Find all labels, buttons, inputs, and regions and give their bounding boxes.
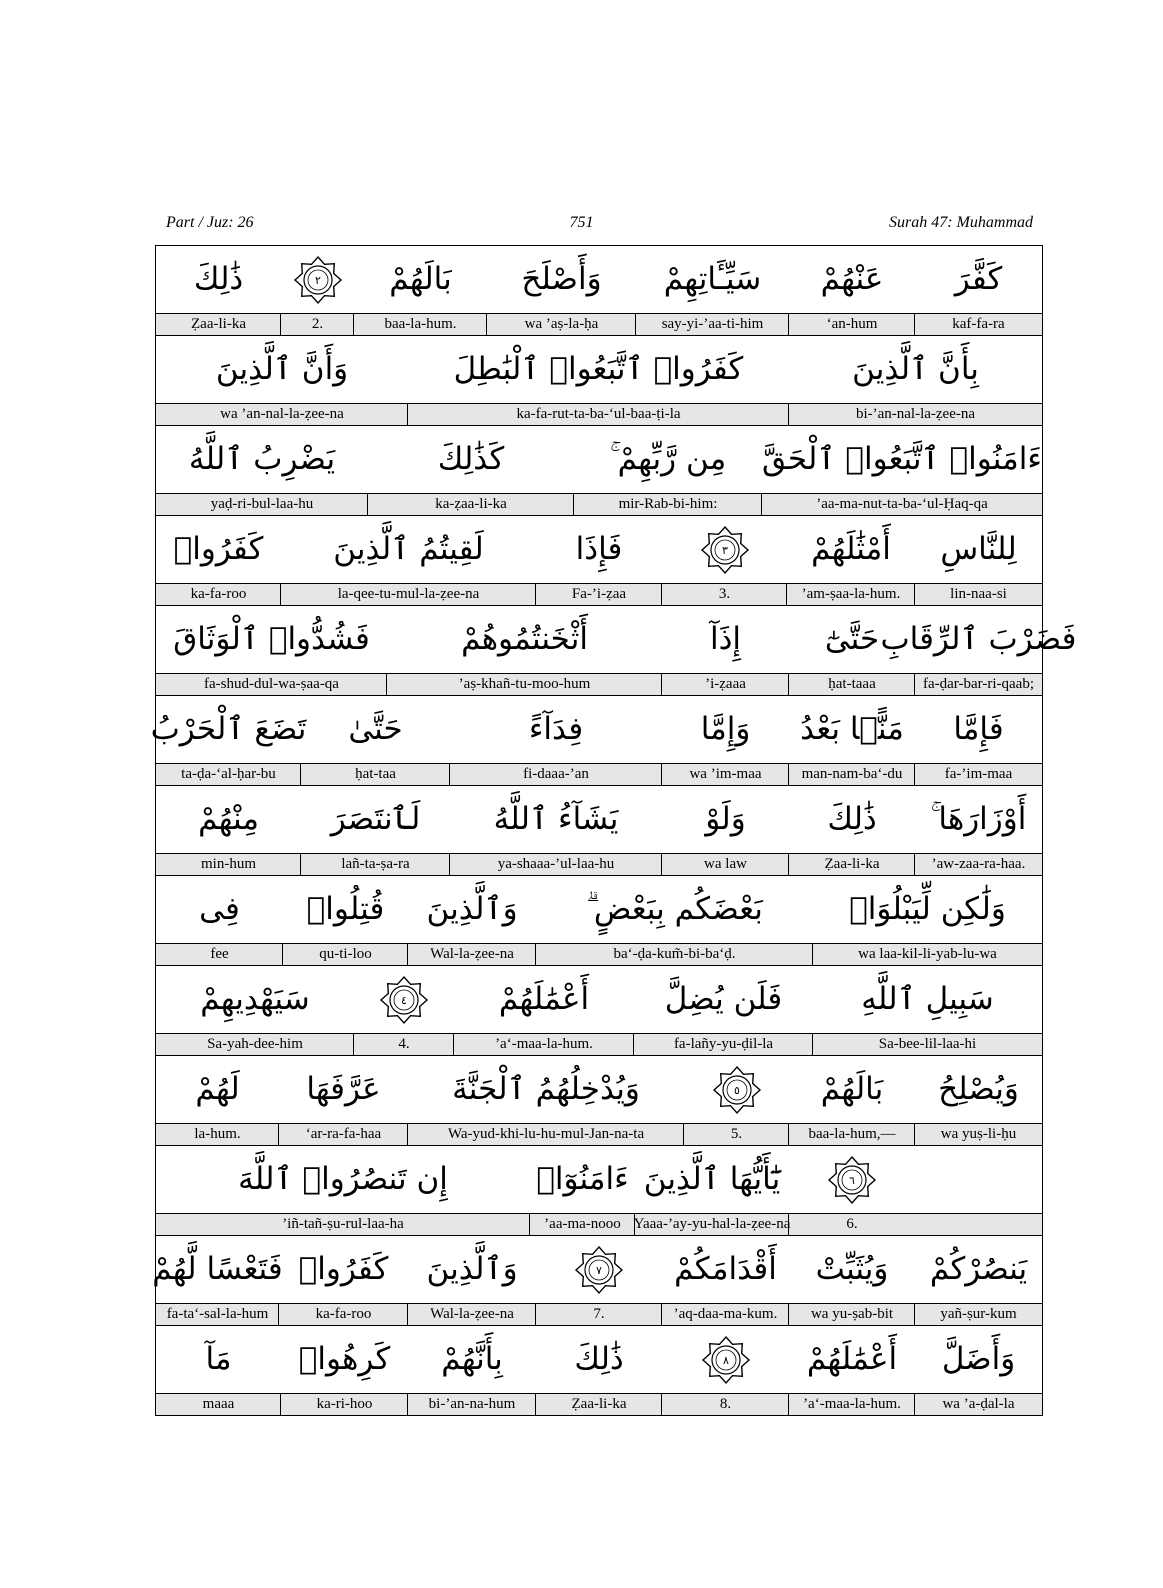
transliteration: wa ’aṣ-la-ḥa (524, 316, 599, 332)
cell-divider (535, 1394, 536, 1415)
cell-divider (278, 1304, 279, 1325)
cell-divider (788, 1394, 789, 1415)
header-part: Part / Juz: 26 (166, 214, 254, 231)
cell-divider (788, 764, 789, 785)
transliteration: ’aṣ-khañ-tu-moo-hum (458, 676, 591, 692)
ayah-end-marker (684, 1056, 789, 1123)
transliteration: wa ’im-maa (689, 766, 762, 782)
transliteration: ’a‘-maa-la-hum. (495, 1036, 593, 1052)
transliteration: fa-ḍar-bar-ri-qaab; (923, 676, 1034, 692)
transliteration: maaa (202, 1396, 235, 1412)
arabic-word: فِى (199, 891, 240, 927)
arabic-word: أَعْمَٰلَهُمْ (806, 1341, 898, 1377)
transliteration: ḥat-taa (355, 766, 396, 782)
arabic-word: حَتَّىٰٓ (824, 621, 880, 657)
transliteration: ka-fa-rut-ta-ba-‘ul-baa-ṭi-la (516, 406, 681, 422)
arabic-word: وَٱلَّذِينَ (426, 1251, 518, 1287)
transliteration: qu-ti-loo (319, 946, 372, 962)
transliteration-row (156, 314, 1042, 336)
cell-divider (353, 1034, 354, 1055)
transliteration: ’aa-ma-nooo (544, 1216, 621, 1232)
cell-divider (661, 674, 662, 695)
cell-divider (386, 674, 387, 695)
arabic-word: يَنصُرْكُمْ (929, 1251, 1028, 1287)
cell-divider (573, 494, 574, 515)
transliteration: baa-la-hum,— (808, 1126, 896, 1142)
cell-divider (278, 1124, 279, 1145)
cell-divider (407, 944, 408, 965)
transliteration: fa-’im-maa (944, 766, 1013, 782)
transliteration: mir-Rab-bi-him: (618, 496, 718, 512)
ayah-number: ٤ (401, 993, 407, 1007)
arabic-word: أَعْمَٰلَهُمْ (498, 981, 590, 1017)
transliteration: lañ-ta-ṣa-ra (341, 856, 410, 872)
arabic-word: مِن رَّبِّهِمْ ۚ (609, 441, 727, 477)
arabic-word: مَآ (205, 1341, 232, 1377)
ayah-number-label: 7. (593, 1306, 605, 1322)
cell-divider (914, 764, 915, 785)
cell-divider (788, 404, 789, 425)
cell-divider (914, 854, 915, 875)
transliteration: la-qee-tu-mul-la-ẓee-na (337, 586, 480, 602)
cell-divider (529, 1214, 530, 1235)
arabic-word: بَالَهُمْ (820, 1071, 884, 1107)
cell-divider (535, 944, 536, 965)
transliteration: la-hum. (194, 1126, 241, 1142)
transliteration: ’iñ-tañ-ṣu-rul-laa-ha (282, 1216, 404, 1232)
cell-divider (449, 764, 450, 785)
transliteration: ’a‘-maa-la-hum. (803, 1396, 901, 1412)
cell-divider (282, 944, 283, 965)
transliteration: ba‘-ḍa-kum̃-bi-ba‘ḍ. (613, 946, 736, 962)
transliteration: Ẓaa-li-ka (824, 856, 880, 872)
transliteration: yañ-ṣur-kum (940, 1306, 1017, 1322)
transliteration: ’am-ṣaa-la-hum. (801, 586, 901, 602)
transliteration: yaḍ-ri-bul-laa-hu (210, 496, 314, 512)
cell-divider (280, 314, 281, 335)
transliteration: ta-ḍa-‘al-ḥar-bu (181, 766, 276, 782)
cell-divider (788, 1214, 789, 1235)
cell-divider (788, 1304, 789, 1325)
transliteration: Fa-’i-ẓaa (571, 586, 627, 602)
transliteration: fa-shud-dul-wa-ṣaa-qa (204, 676, 339, 692)
transliteration: say-yi-’aa-ti-him (661, 316, 764, 332)
cell-divider (683, 1124, 684, 1145)
transliteration-row (156, 764, 1042, 786)
ayah-number-label: 3. (718, 586, 731, 602)
arabic-word: وَلَٰكِن لِّيَبْلُوَا۟ (849, 891, 1006, 927)
ayah-number-label: 6. (846, 1216, 858, 1232)
transliteration: wa ’a-ḍal-la (942, 1396, 1015, 1412)
ayah-number: ٥ (733, 1083, 740, 1097)
transliteration: fee (210, 946, 229, 962)
cell-divider (535, 1304, 536, 1325)
ayah-end-marker (536, 1236, 662, 1303)
ayah-number-label: 5. (730, 1126, 743, 1142)
transliteration-row (156, 1394, 1042, 1416)
arabic-word: بَعْضَكُم بِبَعْضٍ ۗ (586, 891, 763, 927)
arabic-word: سَيِّـَٔاتِهِمْ (663, 261, 762, 297)
word-by-word-table (150, 245, 1077, 1416)
transliteration: fa-lañy-yu-ḍil-la (673, 1036, 774, 1052)
arabic-word: أَمْثَٰلَهُمْ (811, 531, 891, 567)
transliteration: Wal-la-ẓee-na (430, 946, 514, 962)
cell-divider (812, 1034, 813, 1055)
transliteration: ka-ri-hoo (316, 1396, 373, 1412)
arabic-word: ءَامَنُوا۟ ٱتَّبَعُوا۟ ٱلْحَقَّ (762, 441, 1042, 477)
transliteration: baa-la-hum. (384, 316, 457, 332)
arabic-word: فَإِمَّا (953, 711, 1004, 747)
transliteration: Ẓaa-li-ka (571, 1396, 627, 1412)
ayah-number: ٧ (596, 1263, 602, 1277)
arabic-word: فِدَآءً (528, 711, 584, 747)
arabic-word: بِأَنَّ ٱلَّذِينَ (852, 351, 979, 387)
arabic-word: مَنًّۢا بَعْدُ (800, 711, 904, 747)
transliteration: ’aw-zaa-ra-haa. (931, 856, 1026, 872)
cell-divider (788, 1124, 789, 1145)
transliteration: bi-’an-nal-la-ẓee-na (855, 406, 976, 422)
arabic-word: عَنْهُمْ (820, 261, 884, 297)
cell-divider (914, 314, 915, 335)
arabic-row (156, 336, 1042, 404)
transliteration: wa yuṣ-li-ḥu (940, 1126, 1017, 1142)
arabic-word: ذَٰلِكَ (574, 1341, 624, 1377)
arabic-row (156, 426, 1042, 494)
transliteration: ka-ẓaa-li-ka (435, 496, 507, 512)
cell-divider (914, 1304, 915, 1325)
transliteration-row (156, 674, 1042, 696)
arabic-row (156, 1146, 1042, 1214)
arabic-row (156, 786, 1042, 854)
transliteration: ya-shaaa-’ul-laa-hu (497, 856, 615, 872)
cell-divider (914, 1124, 915, 1145)
arabic-word: ءَامَنُوٓا۟ (536, 1161, 629, 1197)
arabic-word: فَتَعْسًا لَّهُمْ (152, 1251, 283, 1287)
transliteration-row (156, 1304, 1042, 1326)
arabic-word: سَيَهْدِيهِمْ (200, 981, 310, 1017)
arabic-word: كَذَٰلِكَ (437, 441, 505, 477)
transliteration-row (156, 1124, 1042, 1146)
cell-divider (914, 674, 915, 695)
transliteration-row (156, 1214, 1042, 1236)
arabic-word: لَهُمْ (195, 1071, 240, 1107)
transliteration: kaf-fa-ra (952, 316, 1005, 332)
transliteration: ka-fa-roo (190, 586, 247, 602)
transliteration-row (156, 854, 1042, 876)
cell-divider (661, 1304, 662, 1325)
arabic-row (156, 1326, 1042, 1394)
arabic-word: وَأَصْلَحَ (521, 261, 602, 297)
arabic-word: وَيُصْلِحُ (938, 1071, 1019, 1107)
transliteration-row (156, 494, 1042, 516)
arabic-word: إِذَآ (709, 621, 742, 657)
transliteration: Wa-yud-khi-lu-hu-mul-Jan-na-ta (447, 1126, 645, 1142)
transliteration: Ẓaa-li-ka (191, 316, 246, 332)
arabic-word: كَفَرُوا۟ (173, 531, 264, 567)
cell-divider (407, 1394, 408, 1415)
arabic-word: سَبِيلِ ٱللَّهِ (861, 981, 994, 1017)
arabic-word: فَإِذَا (575, 531, 623, 567)
arabic-word: ذَٰلِكَ (193, 261, 244, 297)
cell-divider (280, 1394, 281, 1415)
cell-divider (407, 1124, 408, 1145)
transliteration: lin-naa-si (950, 586, 1007, 602)
arabic-word: قُتِلُوا۟ (306, 891, 385, 927)
transliteration: Yaaa-’ay-yu-hal-la-ẓee-na (633, 1216, 791, 1232)
ayah-number: ٨ (722, 1353, 729, 1367)
arabic-word: وَإِمَّا (700, 711, 751, 747)
arabic-word: أَوْزَارَهَا ۚ (930, 801, 1027, 837)
transliteration: wa ’an-nal-la-ẓee-na (220, 406, 344, 422)
cell-divider (661, 854, 662, 875)
cell-divider (788, 674, 789, 695)
transliteration: ’aa-ma-nut-ta-ba-‘ul-Ḥaq-qa (816, 496, 988, 512)
ayah-number-label: 2. (311, 316, 324, 332)
cell-divider (449, 854, 450, 875)
transliteration: fa-ta‘-sal-la-hum (166, 1306, 269, 1322)
transliteration: fi-daaa-’an (523, 766, 589, 782)
ayah-number: ٣ (721, 543, 728, 557)
arabic-word: كَفَرُوا۟ ٱتَّبَعُوا۟ ٱلْبَٰطِلَ (453, 351, 744, 387)
arabic-word: لَقِيتُمُ ٱلَّذِينَ (333, 531, 484, 567)
arabic-row (156, 246, 1042, 314)
arabic-word: أَقْدَامَكُمْ (674, 1251, 777, 1287)
arabic-row (156, 606, 1077, 674)
arabic-word: كَفَّرَ (954, 261, 1003, 297)
ayah-end-marker (789, 1146, 915, 1213)
cell-divider (788, 854, 789, 875)
arabic-word: لِلنَّاسِ (940, 531, 1017, 567)
arabic-word: كَرِهُوا۟ (298, 1341, 391, 1377)
arabic-word: عَرَّفَهَا (306, 1071, 381, 1107)
transliteration: ḥat-taaa (828, 676, 876, 692)
transliteration: ’aq-daa-ma-kum. (673, 1306, 778, 1322)
arabic-word: أَثْخَنتُمُوهُمْ (461, 621, 588, 657)
cell-divider (535, 584, 536, 605)
arabic-word: إِن تَنصُرُوا۟ ٱللَّهَ (238, 1161, 448, 1197)
arabic-word: يَشَآءُ ٱللَّهُ (493, 801, 619, 837)
transliteration: bi-’an-na-hum (428, 1396, 516, 1412)
ayah-number: ٦ (849, 1173, 855, 1187)
cell-divider (353, 314, 354, 335)
arabic-word: فَلَن يُضِلَّ (664, 981, 783, 1017)
cell-divider (407, 1304, 408, 1325)
arabic-word: مِنْهُمْ (198, 801, 259, 837)
cell-divider (661, 1394, 662, 1415)
transliteration: ka-fa-roo (315, 1306, 372, 1322)
transliteration: Wal-la-ẓee-na (430, 1306, 514, 1322)
cell-divider (634, 1214, 635, 1235)
transliteration: Sa-yah-dee-him (207, 1036, 303, 1052)
transliteration-row (156, 944, 1042, 966)
transliteration: ’i-ẓaaa (705, 676, 746, 692)
arabic-word: بَالَهُمْ (389, 261, 452, 297)
cell-divider (633, 1034, 634, 1055)
arabic-word: حَتَّىٰ (348, 711, 403, 747)
cell-divider (761, 494, 762, 515)
cell-divider (786, 584, 787, 605)
arabic-row (156, 876, 1042, 944)
ayah-number: ٢ (314, 273, 321, 287)
ayah-end-marker (662, 1326, 789, 1393)
cell-divider (812, 944, 813, 965)
arabic-word: ذَٰلِكَ (827, 801, 877, 837)
header-surah: Surah 47: Muhammad (889, 214, 1033, 231)
header-page-number: 751 (569, 214, 594, 231)
cell-divider (300, 764, 301, 785)
arabic-word: وَيُثَبِّتْ (815, 1251, 889, 1287)
arabic-row (156, 1056, 1042, 1124)
arabic-row (152, 1236, 1042, 1304)
cell-divider (661, 584, 662, 605)
transliteration-row (156, 584, 1042, 606)
arabic-word: فَشُدُّوا۟ ٱلْوَثَاقَ (173, 621, 370, 657)
transliteration: Sa-bee-lil-laa-hi (878, 1036, 977, 1052)
cell-divider (914, 1394, 915, 1415)
arabic-word: وَٱلَّذِينَ (426, 891, 518, 927)
transliteration: wa laa-kil-li-yab-lu-wa (858, 946, 997, 962)
cell-divider (635, 314, 636, 335)
transliteration: wa yu-ṣab-bit (810, 1306, 894, 1322)
ayah-end-marker (662, 516, 787, 583)
cell-divider (280, 584, 281, 605)
transliteration: wa law (704, 856, 747, 872)
transliteration: min-hum (201, 856, 256, 872)
cell-divider (300, 854, 301, 875)
ayah-end-marker (281, 246, 354, 313)
transliteration: ‘an-hum (826, 316, 878, 332)
arabic-word: تَضَعَ ٱلْحَرْبُ (150, 711, 307, 747)
arabic-word: وَلَوْ (705, 801, 746, 837)
arabic-word: وَأَنَّ ٱلَّذِينَ (215, 351, 349, 387)
arabic-word: لَٱنتَصَرَ (330, 801, 421, 837)
cell-divider (788, 314, 789, 335)
arabic-row (156, 516, 1042, 584)
ayah-end-marker (354, 966, 454, 1033)
cell-divider (367, 494, 368, 515)
arabic-row (150, 696, 1042, 764)
arabic-word: وَأَضَلَّ (941, 1341, 1016, 1377)
transliteration-row (156, 1034, 1042, 1056)
transliteration-row (156, 404, 1042, 426)
transliteration: man-nam-ba‘-du (801, 766, 903, 782)
arabic-word: بِأَنَّهُمْ (441, 1341, 503, 1377)
arabic-word: يَضْرِبُ ٱللَّهُ (188, 441, 336, 477)
cell-divider (453, 1034, 454, 1055)
transliteration: ‘ar-ra-fa-haa (305, 1126, 382, 1142)
cell-divider (407, 404, 408, 425)
arabic-row (156, 966, 1042, 1034)
ayah-number-label: 8. (719, 1396, 732, 1412)
arabic-word: كَفَرُوا۟ (298, 1251, 389, 1287)
arabic-word: يَٰٓأَيُّهَا ٱلَّذِينَ (643, 1161, 781, 1197)
arabic-word: فَضَرْبَ ٱلرِّقَابِ (880, 621, 1077, 657)
cell-divider (661, 764, 662, 785)
arabic-word: وَيُدْخِلُهُمُ ٱلْجَنَّةَ (452, 1071, 640, 1107)
cell-divider (914, 584, 915, 605)
ayah-number-label: 4. (398, 1036, 410, 1052)
cell-divider (486, 314, 487, 335)
